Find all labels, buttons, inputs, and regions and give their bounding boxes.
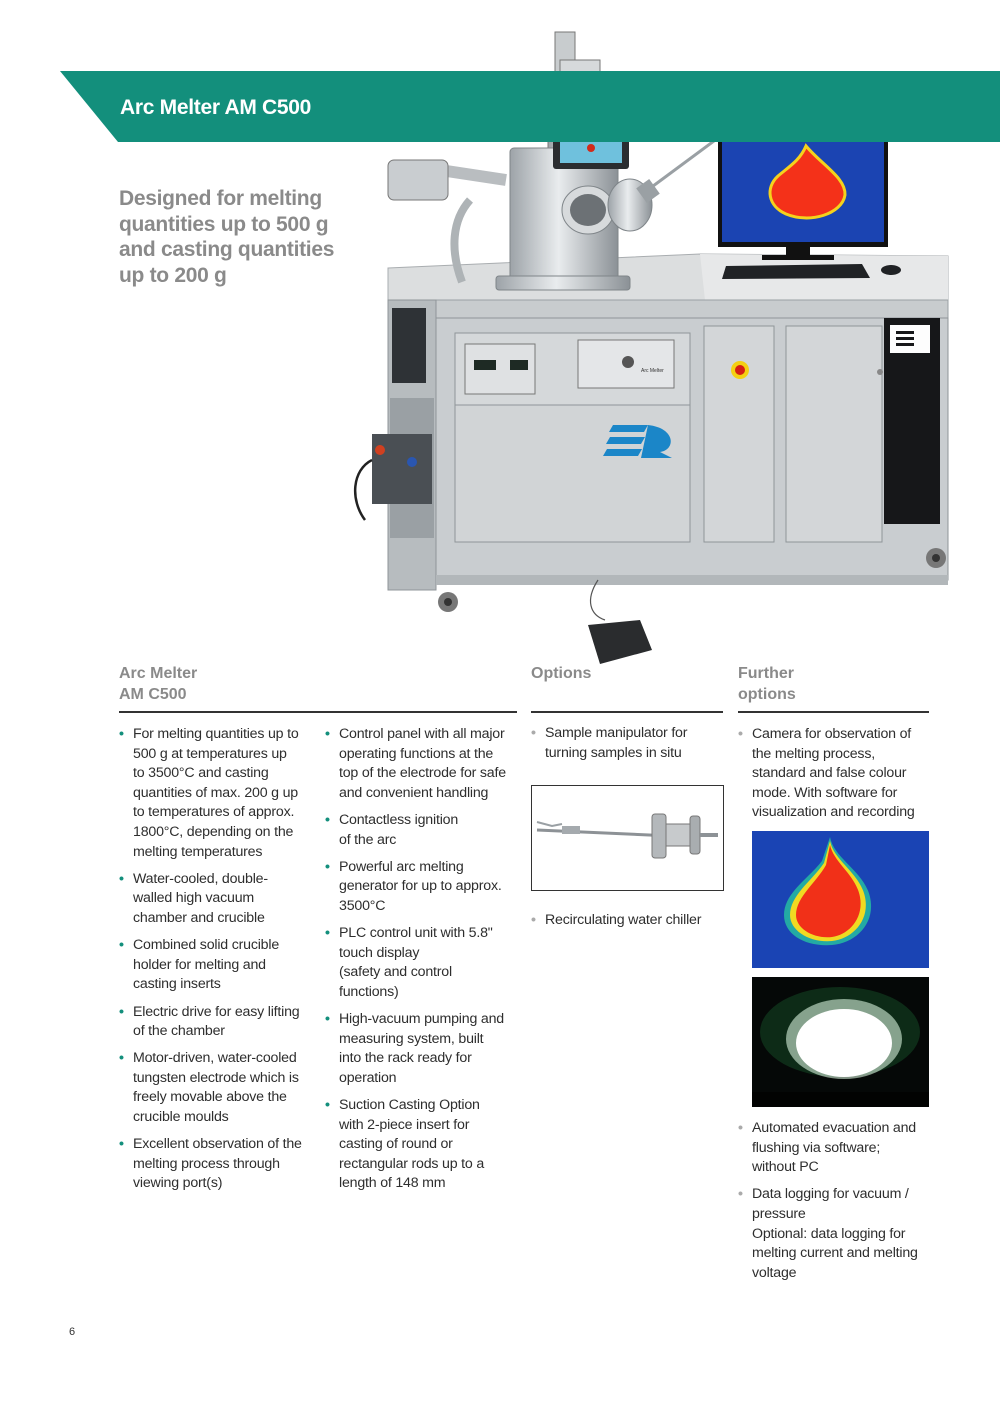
tagline-line: up to 200 g — [119, 263, 227, 287]
list-item — [119, 1049, 319, 1127]
list-item — [738, 1119, 933, 1178]
list-item-line: visualization and recording — [752, 804, 915, 821]
list-item-line: operation — [339, 1069, 397, 1086]
tagline-line: quantities up to 500 g — [119, 212, 329, 236]
list-item-line: • Camera for observation of — [752, 726, 912, 742]
feature-list-left — [119, 725, 319, 1202]
list-item-line: • Automated evacuation and — [752, 1120, 916, 1136]
list-item-line: mode. With software for — [752, 784, 898, 801]
list-item-line: melting current and melting — [752, 1245, 918, 1262]
list-item — [119, 1003, 319, 1042]
list-item-line: casting inserts — [133, 976, 221, 993]
list-item-line: • Control panel with all major — [339, 726, 505, 742]
list-item-line: functions) — [339, 983, 399, 1000]
tagline-line: Designed for melting — [119, 187, 322, 210]
list-item — [325, 811, 525, 850]
list-item-line: • Sample manipulator for — [545, 725, 688, 741]
list-item-line: Optional: data logging for — [752, 1225, 906, 1242]
list-item-line: holder for melting and — [133, 956, 266, 973]
heading-line: options — [738, 685, 796, 703]
list-item-line: standard and false colour — [752, 765, 907, 782]
list-item-line: • Contactless ignition — [339, 811, 459, 828]
list-item — [119, 936, 319, 995]
page-title: Arc Melter AM C500 — [120, 96, 312, 119]
list-item — [325, 924, 525, 1002]
further-options-list — [738, 725, 933, 831]
list-item-line: (safety and control — [339, 964, 452, 981]
list-item-line: crucible moulds — [133, 1109, 229, 1126]
list-item-line: turning samples in situ — [545, 744, 682, 761]
list-item-line: and convenient handling — [339, 784, 489, 801]
list-item-line: generator for up to approx. — [339, 878, 502, 895]
feature-list-right — [325, 725, 525, 1202]
list-item — [325, 725, 525, 803]
list-item-line: without PC — [752, 1159, 819, 1176]
list-item-line: 500 g at temperatures up — [133, 745, 287, 762]
list-item-line: to temperatures of approx. — [133, 804, 295, 821]
false-colour-thermal-image — [752, 831, 929, 968]
list-item-line: chamber and crucible — [133, 909, 265, 926]
list-item-line: of the arc — [339, 831, 397, 848]
list-item — [325, 1096, 525, 1194]
list-item-line: • For melting quantities up to — [133, 726, 299, 742]
list-item — [738, 725, 933, 823]
options-heading — [531, 664, 591, 685]
svg-text:Arc Melter: Arc Melter — [641, 368, 664, 374]
list-item-line: freely movable above the — [133, 1089, 287, 1106]
divider — [119, 711, 517, 713]
options-list — [531, 724, 726, 771]
list-item-line: of the chamber — [133, 1023, 225, 1040]
list-item-line: flushing via software; — [752, 1139, 881, 1156]
list-item-line: • Water-cooled, double- — [133, 870, 268, 887]
list-item-line: • Excellent observation of the — [133, 1136, 302, 1153]
list-item-line: • High-vacuum pumping and — [339, 1011, 504, 1028]
list-item-line: walled high vacuum — [133, 890, 255, 907]
divider — [738, 711, 929, 713]
list-item-line: touch display — [339, 944, 420, 961]
list-item — [325, 1010, 525, 1088]
list-item-line: with 2-piece insert for — [339, 1116, 470, 1133]
list-item-line: quantities of max. 200 g up — [133, 784, 298, 801]
list-item — [531, 911, 726, 931]
camera-melting-image — [752, 977, 929, 1107]
list-item — [119, 725, 319, 862]
list-item-line: • Combined solid crucible — [133, 937, 280, 954]
list-item-line: melting temperatures — [133, 843, 263, 860]
list-item-line: • Powerful arc melting — [339, 858, 464, 875]
list-item-line: pressure — [752, 1205, 806, 1222]
list-item — [119, 870, 319, 929]
options-list — [531, 911, 726, 938]
heading-line: Arc Melter — [119, 665, 198, 682]
heading-line: Options — [531, 665, 592, 682]
further-options-heading — [738, 664, 796, 705]
further-options-list — [738, 1119, 933, 1291]
list-item-line: • Motor-driven, water-cooled — [133, 1050, 297, 1067]
list-item-line: 1800°C, depending on the — [133, 823, 294, 840]
page-number: 6 — [69, 1326, 76, 1338]
list-item-line: measuring system, built — [339, 1030, 484, 1047]
list-item-line: length of 148 mm — [339, 1175, 446, 1192]
tagline — [119, 186, 359, 288]
list-item-line: • Data logging for vacuum / — [752, 1186, 909, 1203]
main-column-heading — [119, 664, 197, 705]
sample-manipulator-photo — [531, 785, 724, 891]
list-item-line: tungsten electrode which is — [133, 1069, 299, 1086]
list-item — [325, 858, 525, 917]
list-item-line: • Electric drive for easy lifting — [133, 1003, 300, 1020]
list-item-line: operating functions at the — [339, 745, 494, 762]
list-item-line: viewing port(s) — [133, 1175, 223, 1192]
list-item — [119, 1135, 319, 1194]
list-item-line: • PLC control unit with 5.8" — [339, 925, 493, 942]
list-item-line: top of the electrode for safe — [339, 765, 506, 782]
list-item-line: voltage — [752, 1264, 797, 1281]
list-item-line: casting of round or — [339, 1136, 453, 1153]
list-item — [738, 1185, 933, 1283]
list-item-line: melting process through — [133, 1155, 280, 1172]
heading-line: Further — [738, 665, 794, 682]
list-item-line: 3500°C — [339, 897, 386, 914]
list-item-line: the melting process, — [752, 745, 875, 762]
list-item — [531, 724, 726, 763]
divider — [531, 711, 723, 713]
list-item-line: to 3500°C and casting — [133, 765, 269, 782]
list-item-line: • Recirculating water chiller — [545, 912, 702, 928]
tagline-line: and casting quantities — [119, 238, 335, 261]
list-item-line: into the rack ready for — [339, 1050, 472, 1067]
list-item-line: rectangular rods up to a — [339, 1155, 485, 1172]
list-item-line: • Suction Casting Option — [339, 1097, 480, 1114]
heading-line: AM C500 — [119, 685, 187, 703]
